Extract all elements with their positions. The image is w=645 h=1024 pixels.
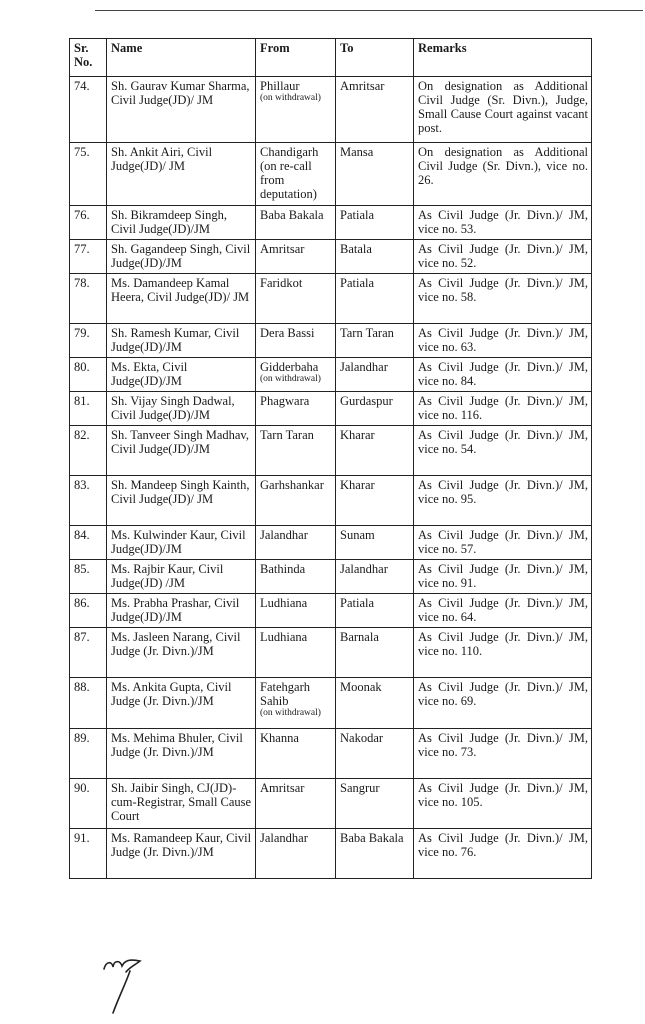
cell-remarks: As Civil Judge (Jr. Divn.)/ JM, vice no. 53.	[414, 206, 592, 240]
cell-remarks: As Civil Judge (Jr. Divn.)/ JM, vice no. 57.	[414, 526, 592, 560]
from-place: Ludhiana	[260, 630, 308, 644]
table-row	[70, 324, 592, 358]
cell-from	[256, 77, 336, 143]
cell-name: Sh. Mandeep Singh Kainth, Civil Judge(JD)/ JM	[107, 476, 256, 526]
table-row	[70, 476, 592, 526]
cell-to: Batala	[336, 240, 414, 274]
cell-sr-no: 78.	[70, 274, 107, 324]
cell-from	[256, 829, 336, 879]
from-place: Baba Bakala	[260, 208, 324, 222]
cell-from	[256, 392, 336, 426]
cell-name: Ms. Rajbir Kaur, Civil Judge(JD) /JM	[107, 560, 256, 594]
cell-sr-no: 82.	[70, 426, 107, 476]
cell-name: Ms. Damandeep Kamal Heera, Civil Judge(JD)/ JM	[107, 274, 256, 324]
table-row	[70, 829, 592, 879]
header-row	[70, 39, 592, 77]
cell-name: Ms. Kulwinder Kaur, Civil Judge(JD)/JM	[107, 526, 256, 560]
from-place: Jalandhar	[260, 528, 308, 542]
cell-from	[256, 324, 336, 358]
handwritten-signature-icon	[100, 955, 150, 1022]
cell-to: Moonak	[336, 678, 414, 729]
from-place: Amritsar	[260, 242, 305, 256]
table-row	[70, 392, 592, 426]
cell-name: Sh. Vijay Singh Dadwal, Civil Judge(JD)/JM	[107, 392, 256, 426]
from-place: Jalandhar	[260, 831, 308, 845]
cell-to: Sangrur	[336, 779, 414, 829]
cell-name: Ms. Prabha Prashar, Civil Judge(JD)/JM	[107, 594, 256, 628]
from-place: Tarn Taran	[260, 428, 314, 442]
from-place: Fatehgarh Sahib	[260, 680, 310, 708]
cell-sr-no: 89.	[70, 729, 107, 779]
from-note: (on withdrawal)	[260, 93, 321, 103]
cell-to: Gurdaspur	[336, 392, 414, 426]
table-row	[70, 594, 592, 628]
from-place: Phagwara	[260, 394, 310, 408]
cell-remarks: On designation as Additional Civil Judge (Sr. Divn.), Judge, Small Cause Court against vacant post.	[414, 77, 592, 143]
cell-from	[256, 240, 336, 274]
cell-from	[256, 274, 336, 324]
cell-to: Patiala	[336, 206, 414, 240]
cell-sr-no: 84.	[70, 526, 107, 560]
cell-name: Ms. Jasleen Narang, Civil Judge (Jr. Divn.)/JM	[107, 628, 256, 678]
cell-from	[256, 560, 336, 594]
cell-remarks: As Civil Judge (Jr. Divn.)/ JM, vice no. 64.	[414, 594, 592, 628]
cell-remarks: As Civil Judge (Jr. Divn.)/ JM, vice no. 69.	[414, 678, 592, 729]
cell-sr-no: 80.	[70, 358, 107, 392]
cell-to: Sunam	[336, 526, 414, 560]
cell-to: Baba Bakala	[336, 829, 414, 879]
header-to: To	[336, 39, 414, 77]
cell-remarks: As Civil Judge (Jr. Divn.)/ JM, vice no. 58.	[414, 274, 592, 324]
cell-remarks: As Civil Judge (Jr. Divn.)/ JM, vice no. 91.	[414, 560, 592, 594]
cell-to: Jalandhar	[336, 358, 414, 392]
cell-remarks: On designation as Additional Civil Judge (Sr. Divn.), vice no. 26.	[414, 143, 592, 206]
cell-to: Nakodar	[336, 729, 414, 779]
cell-from	[256, 779, 336, 829]
cell-name: Ms. Ankita Gupta, Civil Judge (Jr. Divn.)/JM	[107, 678, 256, 729]
cell-from	[256, 526, 336, 560]
cell-remarks: As Civil Judge (Jr. Divn.)/ JM, vice no. 84.	[414, 358, 592, 392]
cell-sr-no: 87.	[70, 628, 107, 678]
cell-from	[256, 426, 336, 476]
cell-to: Kharar	[336, 426, 414, 476]
cell-to: Amritsar	[336, 77, 414, 143]
cell-from	[256, 729, 336, 779]
cell-name: Sh. Gagandeep Singh, Civil Judge(JD)/JM	[107, 240, 256, 274]
cell-sr-no: 77.	[70, 240, 107, 274]
cell-remarks: As Civil Judge (Jr. Divn.)/ JM, vice no. 73.	[414, 729, 592, 779]
cell-sr-no: 81.	[70, 392, 107, 426]
from-place: Garhshankar	[260, 478, 324, 492]
from-place: Phillaur	[260, 79, 300, 93]
from-place: Bathinda	[260, 562, 306, 576]
cell-to: Jalandhar	[336, 560, 414, 594]
cell-sr-no: 88.	[70, 678, 107, 729]
from-note: (on withdrawal)	[260, 708, 321, 718]
from-place: Chandigarh (on re-call from deputation)	[260, 145, 319, 201]
cell-remarks: As Civil Judge (Jr. Divn.)/ JM, vice no. 105.	[414, 779, 592, 829]
transfer-table	[69, 38, 592, 879]
header-remarks: Remarks	[414, 39, 592, 77]
table-row	[70, 426, 592, 476]
cell-remarks: As Civil Judge (Jr. Divn.)/ JM, vice no. 116.	[414, 392, 592, 426]
top-rule	[95, 10, 643, 11]
from-place: Khanna	[260, 731, 299, 745]
cell-sr-no: 90.	[70, 779, 107, 829]
table-row	[70, 240, 592, 274]
table-row	[70, 206, 592, 240]
table-row	[70, 77, 592, 143]
cell-name: Sh. Jaibir Singh, CJ(JD)-cum-Registrar, Small Cause Court	[107, 779, 256, 829]
cell-to: Patiala	[336, 274, 414, 324]
cell-from	[256, 476, 336, 526]
cell-remarks: As Civil Judge (Jr. Divn.)/ JM, vice no. 76.	[414, 829, 592, 879]
cell-name: Sh. Gaurav Kumar Sharma, Civil Judge(JD)/ JM	[107, 77, 256, 143]
cell-sr-no: 86.	[70, 594, 107, 628]
header-from: From	[256, 39, 336, 77]
from-note: (on withdrawal)	[260, 374, 321, 384]
cell-to: Kharar	[336, 476, 414, 526]
from-place: Dera Bassi	[260, 326, 315, 340]
cell-name: Ms. Mehima Bhuler, Civil Judge (Jr. Divn.)/JM	[107, 729, 256, 779]
from-place: Amritsar	[260, 781, 305, 795]
cell-sr-no: 83.	[70, 476, 107, 526]
cell-from	[256, 143, 336, 206]
cell-name: Sh. Bikramdeep Singh, Civil Judge(JD)/JM	[107, 206, 256, 240]
cell-from	[256, 678, 336, 729]
cell-name: Ms. Ramandeep Kaur, Civil Judge (Jr. Divn.)/JM	[107, 829, 256, 879]
table-body	[70, 77, 592, 879]
cell-to: Tarn Taran	[336, 324, 414, 358]
table-row	[70, 729, 592, 779]
cell-remarks: As Civil Judge (Jr. Divn.)/ JM, vice no. 63.	[414, 324, 592, 358]
from-place: Ludhiana	[260, 596, 308, 610]
cell-from	[256, 358, 336, 392]
cell-remarks: As Civil Judge (Jr. Divn.)/ JM, vice no. 95.	[414, 476, 592, 526]
cell-from	[256, 206, 336, 240]
cell-name: Sh. Ankit Airi, Civil Judge(JD)/ JM	[107, 143, 256, 206]
cell-to: Mansa	[336, 143, 414, 206]
cell-remarks: As Civil Judge (Jr. Divn.)/ JM, vice no. 52.	[414, 240, 592, 274]
cell-to: Barnala	[336, 628, 414, 678]
table-row	[70, 779, 592, 829]
table-row	[70, 678, 592, 729]
cell-name: Ms. Ekta, Civil Judge(JD)/JM	[107, 358, 256, 392]
header-name: Name	[107, 39, 256, 77]
header-sr-no: Sr. No.	[70, 39, 107, 77]
cell-remarks: As Civil Judge (Jr. Divn.)/ JM, vice no. 110.	[414, 628, 592, 678]
table-row	[70, 274, 592, 324]
cell-sr-no: 75.	[70, 143, 107, 206]
table-row	[70, 628, 592, 678]
cell-sr-no: 74.	[70, 77, 107, 143]
cell-from	[256, 628, 336, 678]
from-place: Faridkot	[260, 276, 303, 290]
cell-sr-no: 76.	[70, 206, 107, 240]
table-row	[70, 143, 592, 206]
table-row	[70, 560, 592, 594]
table-row	[70, 526, 592, 560]
cell-name: Sh. Tanveer Singh Madhav, Civil Judge(JD)/JM	[107, 426, 256, 476]
cell-from	[256, 594, 336, 628]
cell-sr-no: 91.	[70, 829, 107, 879]
cell-remarks: As Civil Judge (Jr. Divn.)/ JM, vice no. 54.	[414, 426, 592, 476]
cell-sr-no: 85.	[70, 560, 107, 594]
cell-to: Patiala	[336, 594, 414, 628]
cell-sr-no: 79.	[70, 324, 107, 358]
table-row	[70, 358, 592, 392]
cell-name: Sh. Ramesh Kumar, Civil Judge(JD)/JM	[107, 324, 256, 358]
from-place: Gidderbaha	[260, 360, 319, 374]
